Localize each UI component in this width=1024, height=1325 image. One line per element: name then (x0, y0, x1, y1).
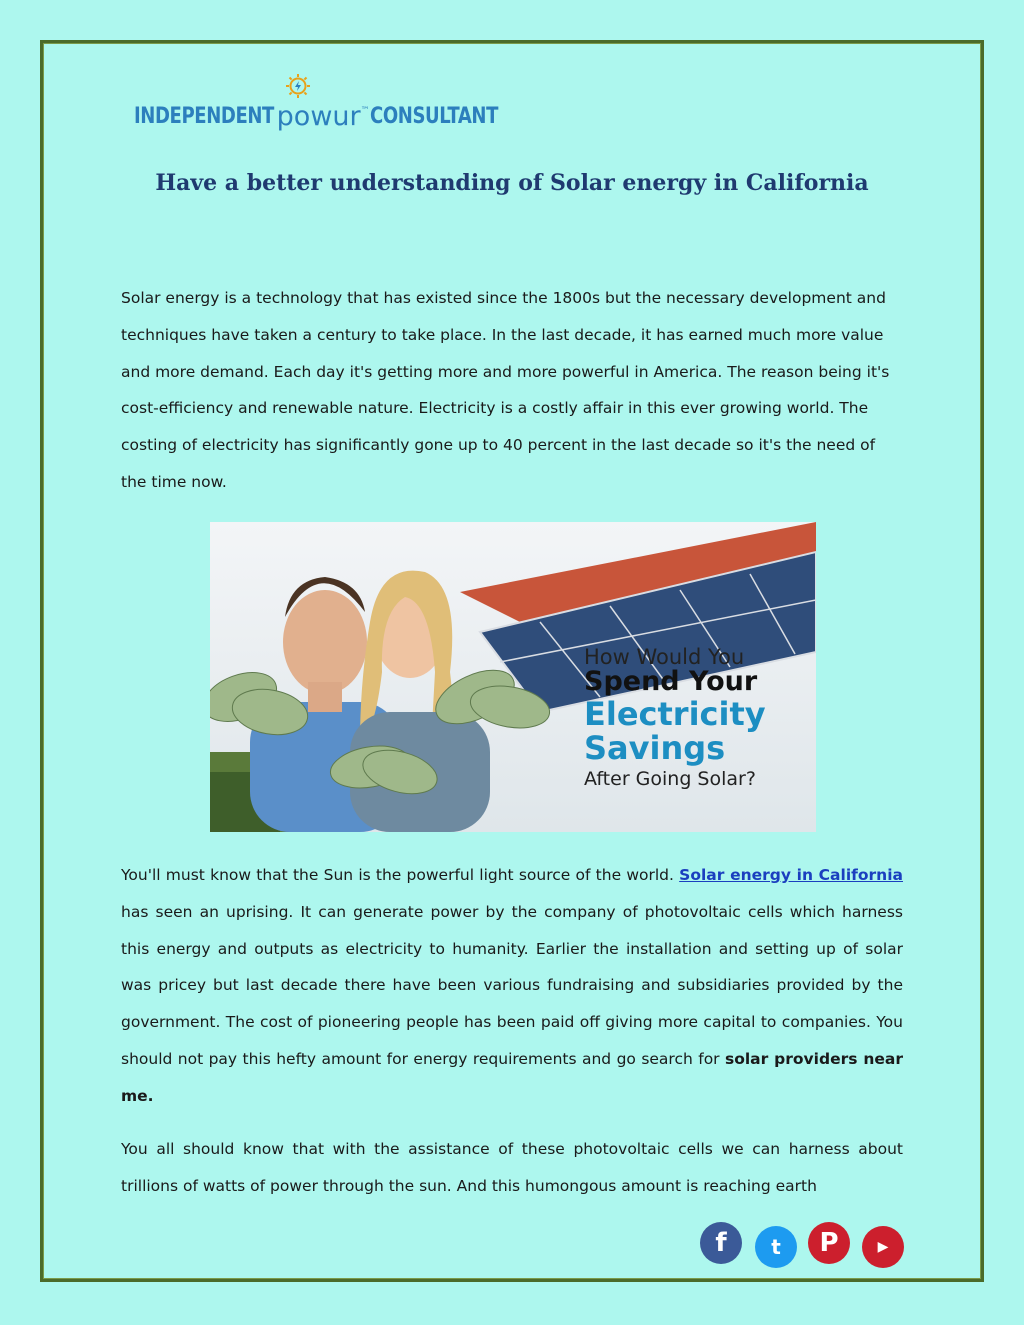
paragraph-2-text-b: has seen an uprising. It can generate power by the company of photovoltaic cells which harness this energy and outputs as electricity to humanity. Earlier the installation and setting up of solar was pricey but last decade there have been various fundraising and subsidiaries provided by the government. The cost of pioneering people has been paid off giving more capital to companies. You should not pay this hefty amount for energy requirements and go search for (121, 902, 903, 1068)
company-logo[interactable] (134, 76, 504, 136)
paragraph-2-bold: solar providers near me. (121, 1049, 903, 1105)
hero-line-3b: Savings (584, 728, 726, 767)
hero-line-2: Spend Your (584, 666, 758, 698)
intro-paragraph: Solar energy is a technology that has existed since the 1800s but the necessary development and techniques have taken a century to take place. In the last decade, it has earned much more value and more demand. Each day it's getting more and more powerful in America. The reason being it's cost-efficiency and renewable nature. Electricity is a costly affair in this ever growing world. The costing of electricity has significantly gone up to 40 percent in the last decade so it's the need of the time now. (121, 289, 890, 491)
hero-line-3a: Electricity (584, 695, 766, 734)
hero-image (210, 522, 816, 832)
body-paragraph-3: You all should know that with the assistance of these photovoltaic cells we can harness about trillions of watts of power through the sun. And this humongous amount is reaching earth (121, 1140, 903, 1195)
hero-caption (584, 646, 814, 790)
paragraph-2-text-a: You'll must know that the Sun is the powerful light source of the world. (121, 866, 680, 884)
solar-energy-california-link[interactable]: Solar energy in California (679, 866, 903, 884)
youtube-icon[interactable]: ▶ (862, 1226, 904, 1268)
pinterest-icon[interactable]: P (808, 1222, 850, 1264)
logo-trademark: ™ (360, 106, 370, 116)
hero-line-1: How Would You (584, 645, 745, 669)
logo-word-consultant: CONSULTANT (369, 104, 498, 129)
body-paragraph-2 (121, 857, 903, 1115)
page-title: Have a better understanding of Solar energy in California (155, 170, 869, 196)
social-links (700, 1222, 910, 1268)
logo-brand-text: powur (276, 101, 361, 132)
hero-line-4: After Going Solar? (584, 767, 756, 790)
logo-brand (277, 103, 370, 136)
twitter-icon[interactable]: t (755, 1226, 797, 1268)
sun-bolt-icon (285, 73, 311, 99)
logo-word-independent: INDEPENDENT (134, 104, 274, 129)
facebook-icon[interactable]: f (700, 1222, 742, 1264)
